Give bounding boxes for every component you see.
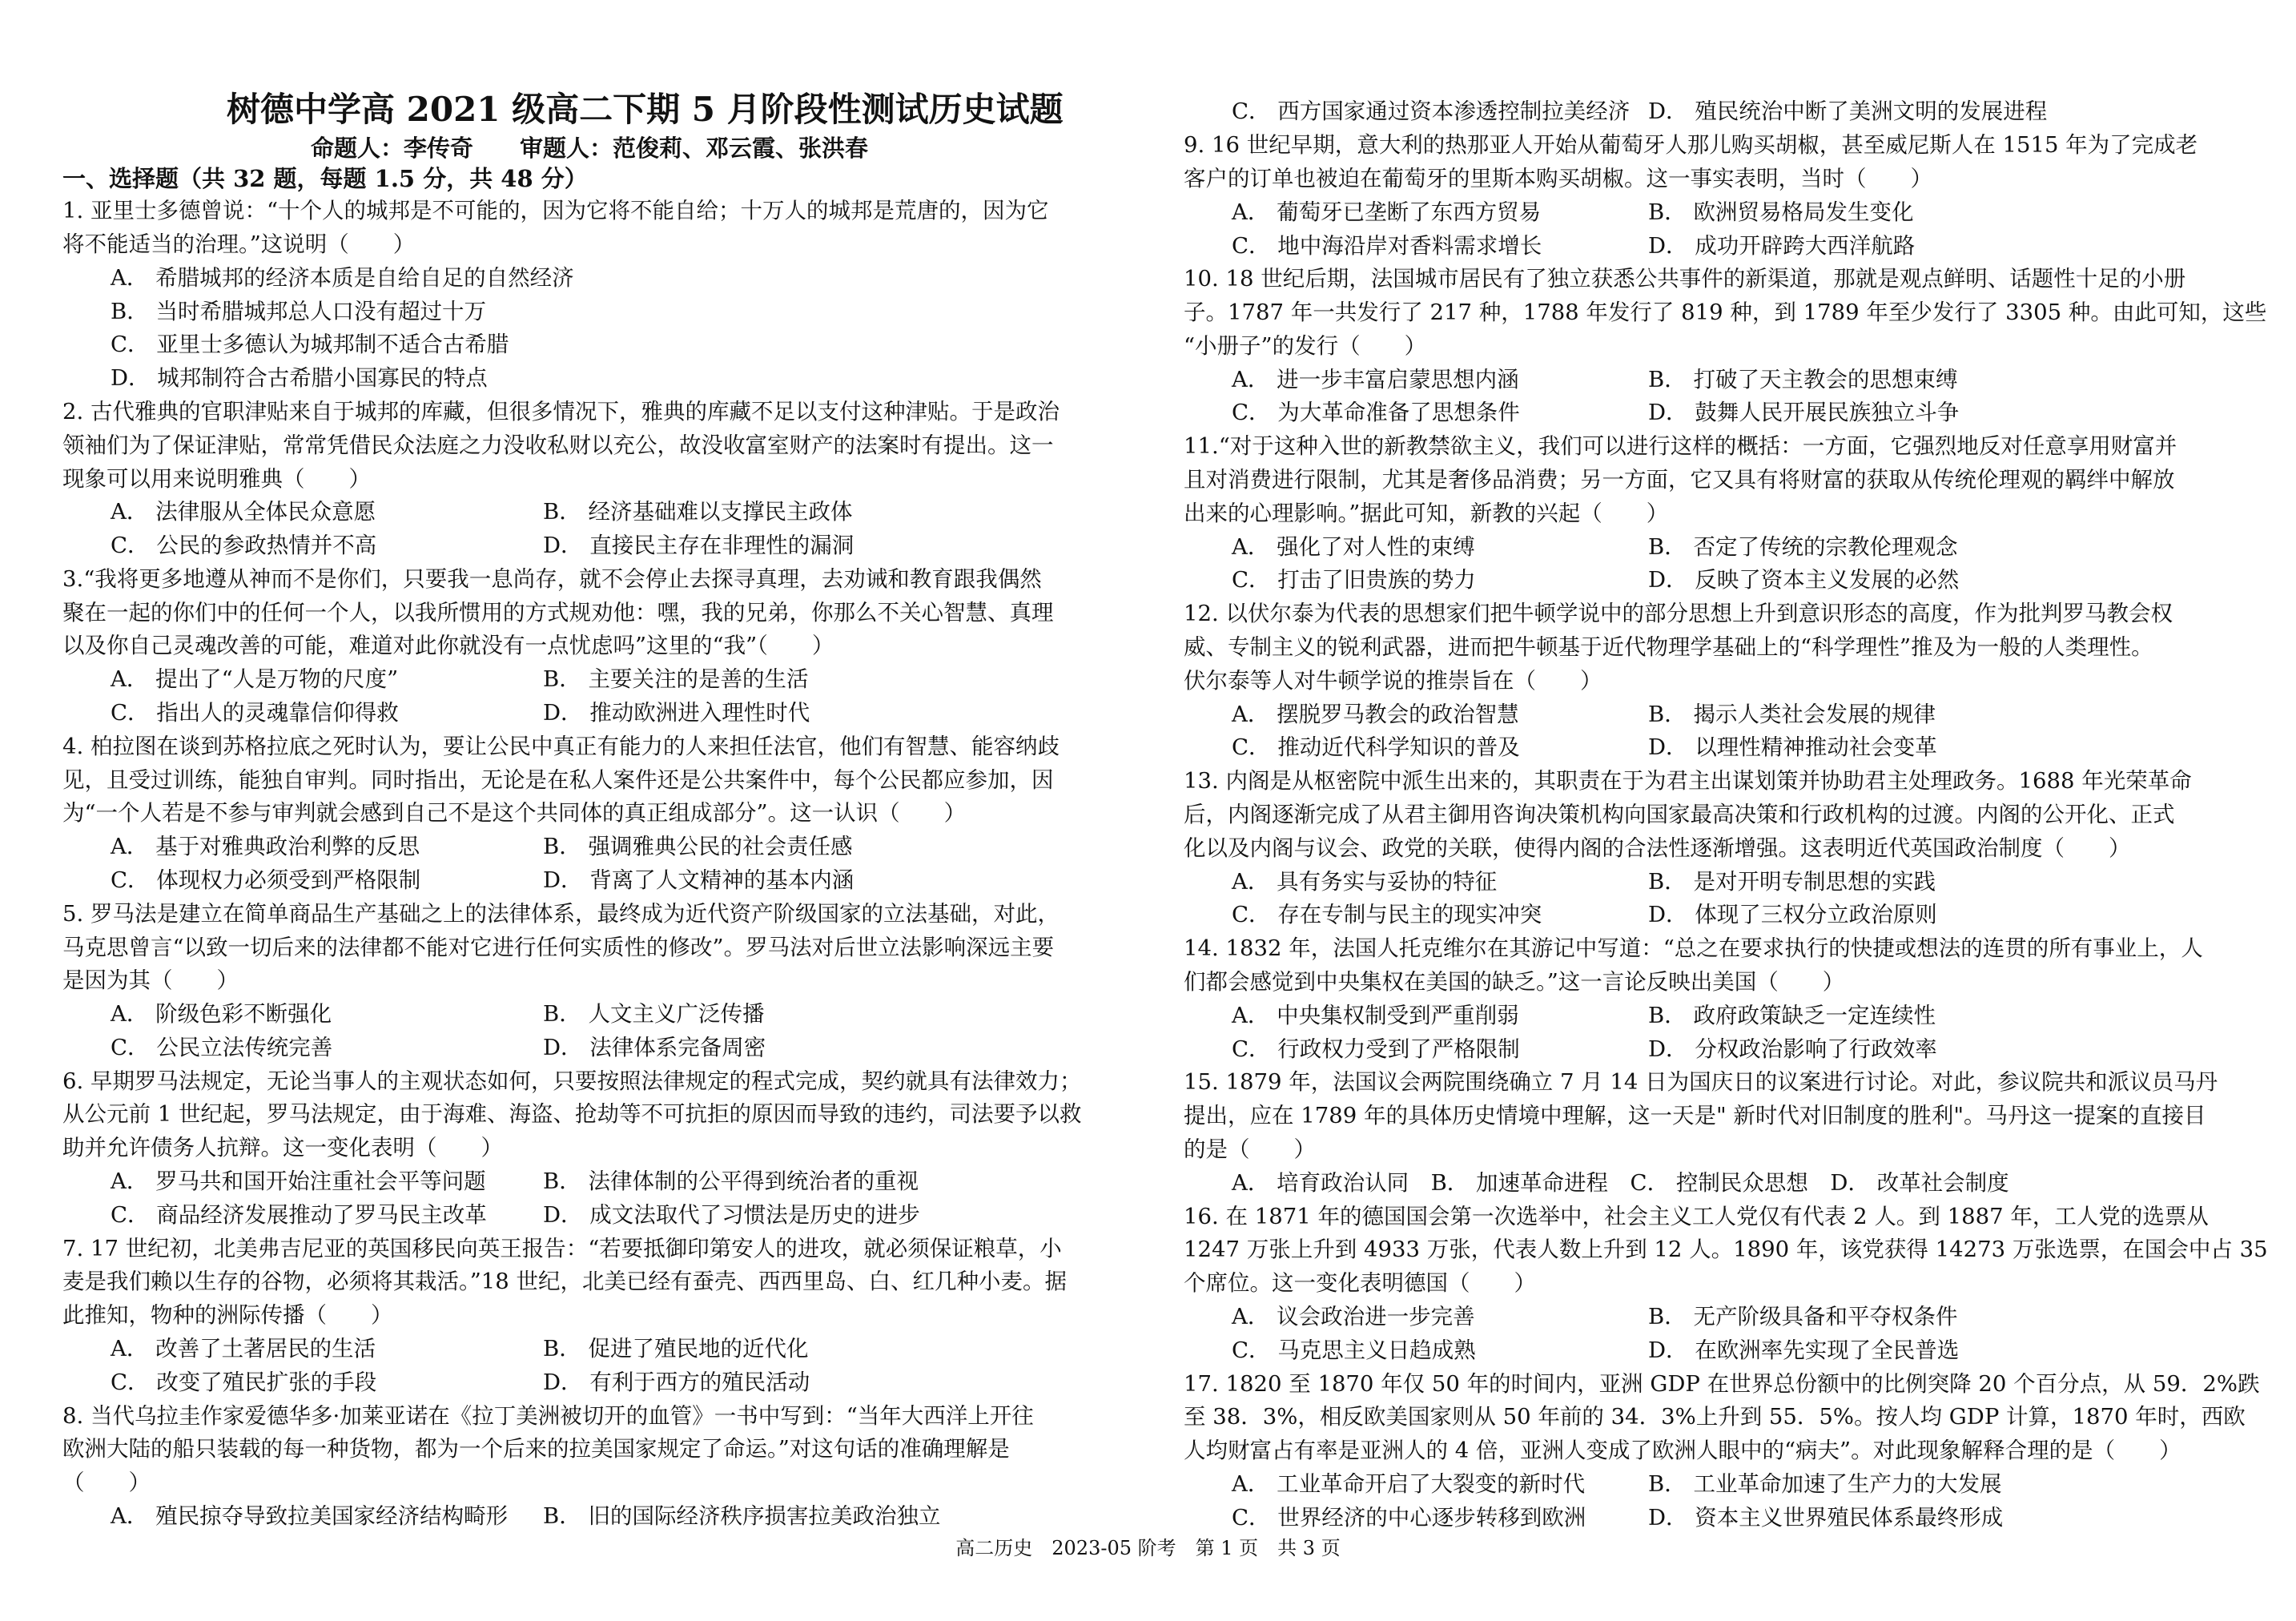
question-text: 11.“对于这种入世的新教禁欲主义，我们可以进行这样的概括：一方面，它强烈地反对任意享用财富并 (1184, 433, 2177, 459)
option-d: D． 法律体系完备周密 (543, 1035, 766, 1060)
option-a: A． 中央集权制受到严重削弱 (1232, 1003, 1519, 1028)
option-line: A． 希腊城邦的经济本质是自给自足的自然经济 (111, 265, 574, 291)
question-text: 9. 16 世纪早期，意大利的热那亚人开始从葡萄牙人那儿购买胡椒，甚至威尼斯人在 1515 年为了完成老 (1184, 132, 2198, 158)
option-a: A． 强化了对人性的束缚 (1232, 534, 1475, 560)
option-b: B． 经济基础难以支撑民主政体 (543, 499, 853, 525)
option-d: D． 直接民主存在非理性的漏洞 (543, 533, 854, 558)
question-text: 7. 17 世纪初，北美弗吉尼亚的英国移民向英王报告：“若要抵御印第安人的进攻，就必须保证粮草，小 (62, 1236, 1062, 1261)
question-text: （ ） (62, 1470, 151, 1495)
option-c: C． 公民的参政热情并不高 (111, 533, 377, 558)
option-a: A． 具有务实与妥协的特征 (1232, 869, 1498, 895)
question-text: 威、专制主义的锐利武器，进而把牛顿基于近代物理学基础上的“科学理性”推及为一般的人类理性。 (1184, 634, 2153, 660)
option-row: A． 培育政治认同 B． 加速革命进程 C． 控制民众思想 D． 改革社会制度 (1232, 1170, 2009, 1196)
option-d: D． 背离了人文精神的基本内涵 (543, 867, 854, 893)
question-text: 为“一个人若是不参与审判就会感到自己不是这个共同体的真正组成部分”。这一认识（ ） (62, 800, 967, 826)
option-b: B． 否定了传统的宗教伦理观念 (1648, 534, 1958, 560)
option-d: D． 成功开辟跨大西洋航路 (1648, 233, 1916, 259)
option-c: C． 改变了殖民扩张的手段 (111, 1370, 377, 1395)
option-d: D． 有利于西方的殖民活动 (543, 1370, 810, 1395)
question-text: 领袖们为了保证津贴，常常凭借民众法庭之力没收私财以充公，故没收富室财产的法案时有提出。这一 (62, 432, 1054, 458)
question-text: 17. 1820 至 1870 年仅 50 年的时间内，亚洲 GDP 在世界总份额中的比例突降 20 个百分点，从 59．2%跌 (1184, 1371, 2260, 1397)
option-a: A． 法律服从全体民众意愿 (111, 499, 376, 525)
option-c: C． 推动近代科学知识的普及 (1232, 734, 1520, 760)
question-text: 从公元前 1 世纪起，罗马法规定，由于海难、海盗、抢劫等不可抗拒的原因而导致的违约，司法要予以救 (62, 1101, 1082, 1127)
question-text: 5. 罗马法是建立在简单商品生产基础之上的法律体系，最终成为近代资产阶级国家的立法基础，对此， (62, 901, 1060, 927)
option-c: C． 公民立法传统完善 (111, 1035, 333, 1060)
option-c: C． 西方国家通过资本渗透控制拉美经济 (1232, 99, 1631, 124)
question-text: 人均财富占有率是亚洲人的 4 倍，亚洲人变成了欧洲人眼中的“病夫”。对此现象解释合理的是（ ） (1184, 1438, 2181, 1463)
option-a: A． 提出了“人是万物的尺度” (111, 666, 399, 692)
question-text: 10. 18 世纪后期，法国城市居民有了独立获悉公共事件的新渠道，那就是观点鲜明、话题性十足的小册 (1184, 266, 2186, 292)
option-line: D． 城邦制符合古希腊小国寡民的特点 (111, 365, 488, 391)
question-text: 12. 以伏尔泰为代表的思想家们把牛顿学说中的部分思想上升到意识形态的高度，作为批判罗马教会权 (1184, 601, 2173, 626)
option-a: A． 罗马共和国开始注重社会平等问题 (111, 1168, 486, 1194)
option-c: C． 世界经济的中心逐步转移到欧洲 (1232, 1505, 1586, 1530)
question-text: 提出，应在 1789 年的具体历史情境中理解，这一天是" 新时代对旧制度的胜利"。马丹这一提案的直接目 (1184, 1103, 2206, 1128)
question-text: 麦是我们赖以生存的谷物，必须将其栽活。”18 世纪，北美已经有蚕壳、西西里岛、白、红几种小麦。据 (62, 1269, 1068, 1294)
question-text: 3.“我将更多地遵从神而不是你们，只要我一息尚存，就不会停止去探寻真理，去劝诫和教育跟我偶然 (62, 566, 1042, 592)
option-b: B． 促进了殖民地的近代化 (543, 1336, 809, 1362)
option-a: A． 进一步丰富启蒙思想内涵 (1232, 367, 1519, 392)
question-text: 8. 当代乌拉圭作家爱德华多·加莱亚诺在《拉丁美洲被切开的血管》一书中写到：“当年大西洋上开往 (62, 1403, 1034, 1429)
option-a: A． 殖民掠夺导致拉美国家经济结构畸形 (111, 1503, 509, 1529)
option-d: D． 成文法取代了习惯法是历史的进步 (543, 1202, 920, 1228)
question-text: “小册子”的发行（ ） (1184, 333, 1427, 359)
option-d: D． 殖民统治中断了美洲文明的发展进程 (1648, 99, 2048, 124)
option-line: C． 亚里士多德认为城邦制不适合古希腊 (111, 332, 509, 357)
question-text: 欧洲大陆的船只装载的每一种货物，都为一个后来的拉美国家规定了命运。”对这句话的准确理解是 (62, 1436, 1010, 1462)
question-text: 聚在一起的你们中的任何一个人，以我所惯用的方式规劝他：嘿，我的兄弟，你那么不关心智慧、真理 (62, 600, 1054, 625)
option-c: C． 商品经济发展推动了罗马民主改革 (111, 1202, 487, 1228)
question-text: 15. 1879 年，法国议会两院围绕确立 7 月 14 日为国庆日的议案进行讨论。对此，参议院共和派议员马丹 (1184, 1069, 2218, 1095)
option-c: C． 行政权力受到了严格限制 (1232, 1036, 1520, 1062)
question-text: 14. 1832 年，法国人托克维尔在其游记中写道：“总之在要求执行的快捷或想法的连贯的所有事业上，人 (1184, 935, 2203, 961)
question-text: 们都会感觉到中央集权在美国的缺乏。”这一言论反映出美国（ ） (1184, 969, 1845, 995)
option-a: A． 摆脱罗马教会的政治智慧 (1232, 702, 1519, 727)
question-text: 16. 在 1871 年的德国国会第一次选举中，社会主义工人党仅有代表 2 人。到 1887 年，工人党的选票从 (1184, 1204, 2209, 1229)
question-text: 13. 内阁是从枢密院中派生出来的，其职责在于为君主出谋划策并协助君主处理政务。1688 年光荣革命 (1184, 768, 2192, 794)
option-d: D． 在欧洲率先实现了全民普选 (1648, 1337, 1960, 1363)
exam-title: 树德中学高 2021 级高二下期 5 月阶段性测试历史试题 (227, 90, 1064, 129)
option-b: B． 工业革命加速了生产力的大发展 (1648, 1471, 2002, 1497)
option-b: B． 欧洲贸易格局发生变化 (1648, 199, 1914, 225)
option-b: B． 主要关注的是善的生活 (543, 666, 809, 692)
option-a: A． 葡萄牙已垄断了东西方贸易 (1232, 199, 1542, 225)
option-d: D． 体现了三权分立政治原则 (1648, 902, 1937, 927)
question-text: 出来的心理影响。”据此可知，新教的兴起（ ） (1184, 501, 1669, 526)
question-text: 是因为其（ ） (62, 967, 239, 993)
question-text: 个席位。这一变化表明德国（ ） (1184, 1270, 1536, 1296)
option-b: B． 法律体制的公平得到统治者的重视 (543, 1168, 919, 1194)
section-heading: 一、选择题（共 32 题，每题 1.5 分，共 48 分） (62, 165, 588, 192)
exam-authors: 命题人：李传奇 审题人：范俊莉、邓云霞、张洪春 (311, 135, 869, 162)
option-c: C． 指出人的灵魂靠信仰得救 (111, 700, 399, 726)
question-text: 化以及内阁与议会、政党的关联，使得内阁的合法性逐渐增强。这表明近代英国政治制度（ ） (1184, 835, 2131, 861)
question-text: 的是（ ） (1184, 1136, 1316, 1162)
option-b: B． 强调雅典公民的社会责任感 (543, 834, 853, 859)
option-b: B． 无产阶级具备和平夺权条件 (1648, 1304, 1958, 1329)
option-d: D． 反映了资本主义发展的必然 (1648, 567, 1960, 593)
question-text: 见，且受过训练，能独自审判。同时指出，无论是在私人案件还是公共案件中，每个公民都应参加，因 (62, 767, 1054, 793)
question-text: 现象可以用来说明雅典（ ） (62, 466, 371, 492)
option-d: D． 鼓舞人民开展民族独立斗争 (1648, 400, 1960, 425)
option-c: C． 为大革命准备了思想条件 (1232, 400, 1520, 425)
option-d: D． 资本主义世界殖民体系最终形成 (1648, 1505, 2004, 1530)
option-c: C． 马克思主义日趋成熟 (1232, 1337, 1476, 1363)
question-text: 6. 早期罗马法规定，无论当事人的主观状态如何，只要按照法律规定的程式完成，契约就具有法律效力； (62, 1068, 1082, 1094)
option-d: D． 分权政治影响了行政效率 (1648, 1036, 1937, 1062)
option-line: B． 当时希腊城邦总人口没有超过十万 (111, 299, 486, 324)
option-a: A． 工业革命开启了大裂变的新时代 (1232, 1471, 1586, 1497)
option-b: B． 揭示人类社会发展的规律 (1648, 702, 1936, 727)
option-a: A． 阶级色彩不断强化 (111, 1001, 332, 1027)
option-c: C． 存在专制与民主的现实冲突 (1232, 902, 1542, 927)
question-text: 至 38．3%，相反欧美国家则从 50 年前的 34．3%上升到 55．5%。按人均 GDP 计算，1870 年时，西欧 (1184, 1404, 2246, 1430)
option-c: C． 打击了旧贵族的势力 (1232, 567, 1476, 593)
question-text: 马克思曾言“以致一切后来的法律都不能对它进行任何实质性的修改”。罗马法对后世立法影响深远主要 (62, 935, 1055, 960)
question-text: 此推知，物种的洲际传播（ ） (62, 1302, 393, 1328)
option-a: A． 基于对雅典政治利弊的反思 (111, 834, 420, 859)
question-text: 将不能适当的治理。”这说明（ ） (62, 231, 416, 257)
option-b: B． 是对开明专制思想的实践 (1648, 869, 1936, 895)
question-text: 子。1787 年一共发行了 217 种，1788 年发行了 819 种，到 1789 年至少发行了 3305 种。由此可知，这些 (1184, 300, 2267, 325)
option-a: A． 议会政治进一步完善 (1232, 1304, 1475, 1329)
question-text: 1247 万张上升到 4933 万张，代表人数上升到 12 人。1890 年，该党获得 14273 万张选票，在国会中占 35 (1184, 1237, 2268, 1262)
question-text: 4. 柏拉图在谈到苏格拉底之死时认为，要让公民中真正有能力的人来担任法官，他们有智慧、能容纳歧 (62, 734, 1060, 759)
option-b: B． 旧的国际经济秩序损害拉美政治独立 (543, 1503, 941, 1529)
question-text: 客户的订单也被迫在葡萄牙的里斯本购买胡椒。这一事实表明，当时（ ） (1184, 166, 1932, 191)
option-c: C． 体现权力必须受到严格限制 (111, 867, 421, 893)
option-b: B． 政府政策缺乏一定连续性 (1648, 1003, 1936, 1028)
question-text: 以及你自己灵魂改善的可能，难道对此你就没有一点忧虑吗”这里的“我”（ ） (62, 633, 834, 658)
option-b: B． 人文主义广泛传播 (543, 1001, 765, 1027)
option-c: C． 地中海沿岸对香料需求增长 (1232, 233, 1542, 259)
question-text: 2. 古代雅典的官职津贴来自于城邦的库藏，但很多情况下，雅典的库藏不足以支付这种津贴。于是政治 (62, 399, 1060, 424)
option-a: A． 改善了土著居民的生活 (111, 1336, 376, 1362)
page-footer: 高二历史 2023-05 阶考 第 1 页 共 3 页 (955, 1537, 1341, 1559)
option-b: B． 打破了天主教会的思想束缚 (1648, 367, 1958, 392)
question-text: 1. 亚里士多德曾说：“十个人的城邦是不可能的，因为它将不能自给；十万人的城邦是荒唐的，因为它 (62, 198, 1049, 223)
question-text: 助并允许债务人抗辩。这一变化表明（ ） (62, 1135, 503, 1160)
option-d: D． 推动欧洲进入理性时代 (543, 700, 810, 726)
question-text: 后，内阁逐渐完成了从君主御用咨询决策机构向国家最高决策和行政机构的过渡。内阁的公开化、正式 (1184, 802, 2175, 827)
question-text: 伏尔泰等人对牛顿学说的推崇旨在（ ） (1184, 668, 1602, 694)
question-text: 且对消费进行限制，尤其是奢侈品消费；另一方面，它又具有将财富的获取从传统伦理观的羁绊中解放 (1184, 467, 2175, 493)
option-d: D． 以理性精神推动社会变革 (1648, 734, 1937, 760)
